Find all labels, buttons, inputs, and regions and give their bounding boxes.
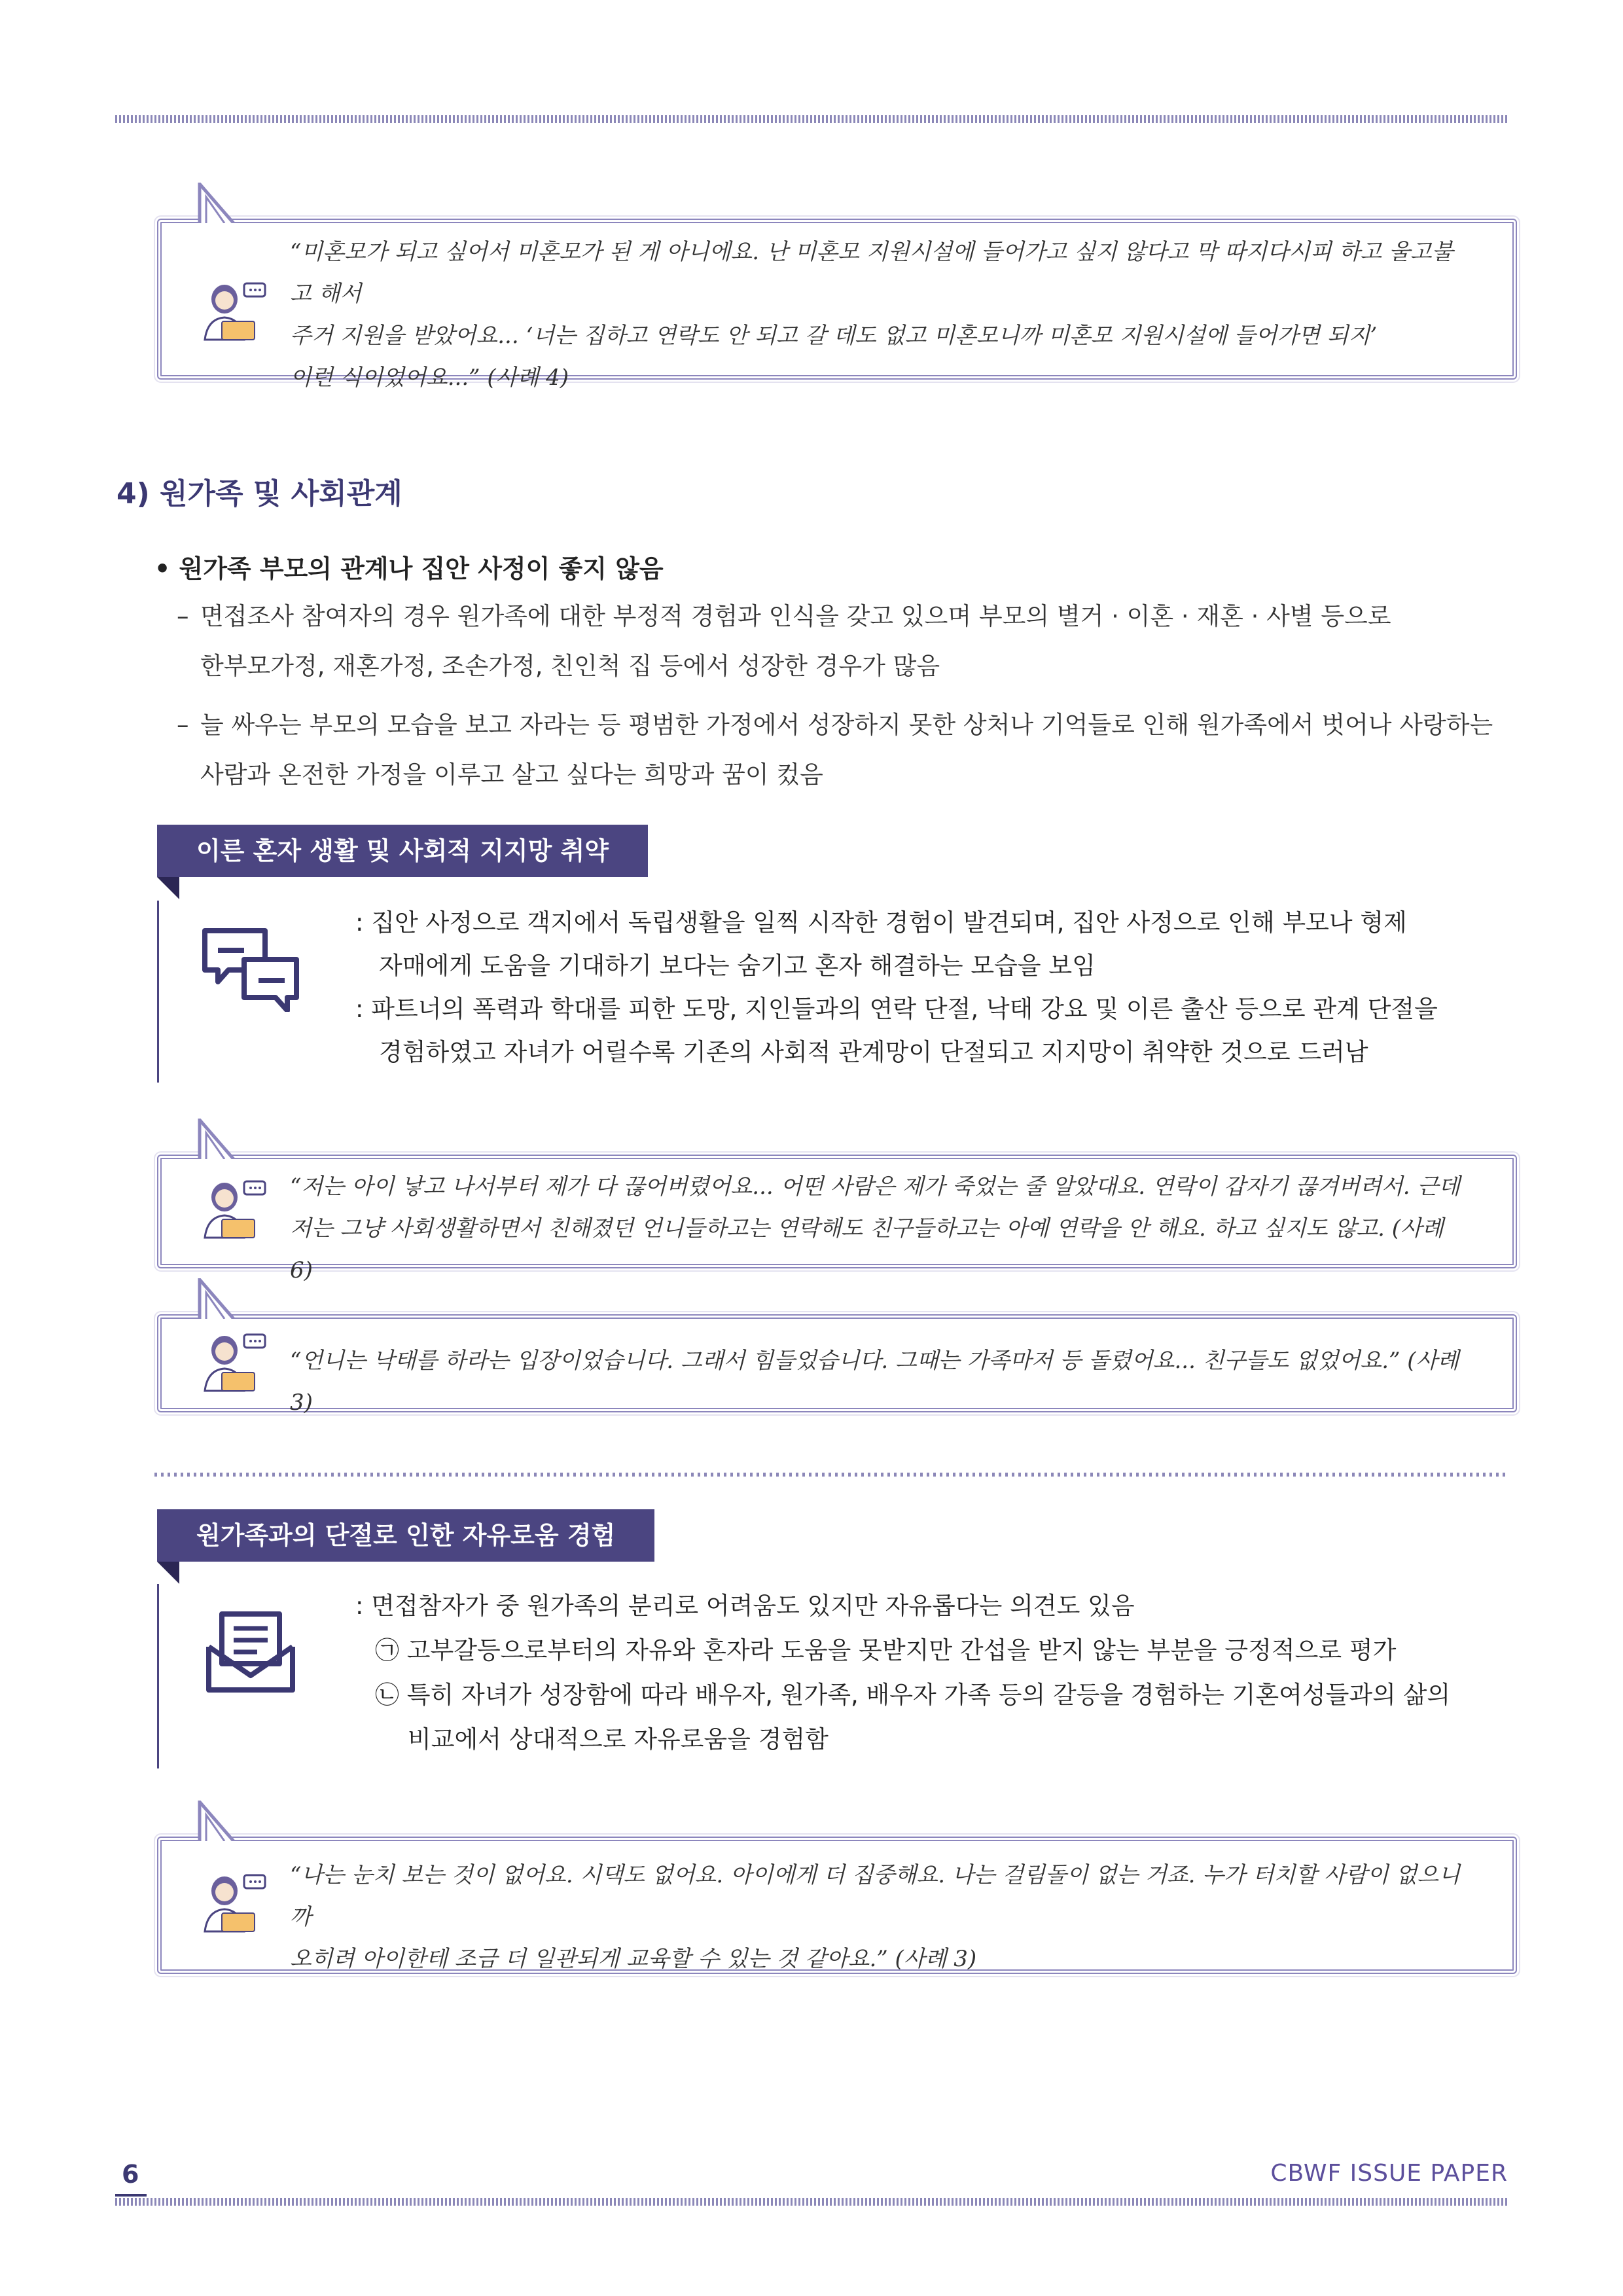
dash-item-line: 한부모가정, 재혼가정, 조손가정, 친인척 집 등에서 성장한 경우가 많음 bbox=[200, 652, 940, 680]
woman-laptop-icon bbox=[198, 279, 270, 342]
theme-line: 경험하였고 자녀가 어릴수록 기존의 사회적 관계망이 단절되고 지지망이 취약한 것으로 드러남 bbox=[379, 1038, 1368, 1066]
quote-line: 저는 그냥 사회생활하면서 친해졌던 언니들하고는 연락해도 친구들하고는 아예 연락을 안 해요. 하고 싶지도 않고. (사례 6) bbox=[290, 1215, 1444, 1283]
quote-box-case-3b bbox=[157, 1837, 1517, 1974]
quote-line: 오히려 아이한테 조금 더 일관되게 교육할 수 있는 것 같아요.” (사례 3) bbox=[290, 1946, 977, 1972]
chat-bubbles-icon bbox=[198, 920, 303, 1012]
dash-item-line: 면접조사 참여자의 경우 원가족에 대한 부정적 경험과 인식을 갖고 있으며 부모의 별거 · 이혼 · 재혼 · 사별 등으로 bbox=[200, 602, 1391, 630]
quote-line: 주거 지원을 받았어요... ‘너는 집하고 연락도 안 되고 갈 데도 없고 미혼모니까 미혼모 지원시설에 들어가면 되지’ bbox=[290, 323, 1378, 349]
woman-laptop-icon bbox=[198, 1177, 270, 1240]
theme-tab-label: 이른 혼자 생활 및 사회적 지지망 취약 bbox=[196, 836, 609, 865]
theme-line: : 집안 사정으로 객지에서 독립생활을 일찍 시작한 경험이 발견되며, 집안 사정으로 인해 부모나 형제 bbox=[355, 908, 1407, 937]
dash-mark: – bbox=[177, 711, 189, 739]
quote-line: 이런 식이었어요...” (사례 4) bbox=[290, 365, 569, 391]
quote-text bbox=[290, 1166, 1473, 1291]
theme-line: 자매에게 도움을 기대하기 보다는 숨기고 혼자 해결하는 모습을 보임 bbox=[379, 952, 1096, 980]
page-number: 6 bbox=[122, 2160, 139, 2189]
mail-envelope-icon bbox=[198, 1604, 303, 1695]
quote-line: “나는 눈치 보는 것이 없어요. 시댁도 없어요. 아이에게 더 집중해요. 나는 걸림돌이 없는 거죠. 누가 터치할 사람이 없으니까 bbox=[290, 1862, 1461, 1930]
section-title: 4) 원가족 및 사회관계 bbox=[116, 477, 402, 511]
quote-text bbox=[290, 1854, 1473, 1980]
quote-box-case-6 bbox=[157, 1155, 1517, 1283]
bottom-dotted-rule bbox=[115, 2198, 1508, 2206]
quote-box-case-3 bbox=[157, 1314, 1517, 1416]
footer-title: CBWF ISSUE PAPER bbox=[1270, 2160, 1508, 2187]
theme-tab-freedom bbox=[157, 1509, 654, 1562]
woman-laptop-icon bbox=[198, 1331, 270, 1393]
theme-line: : 면접참자가 중 원가족의 분리로 어려움도 있지만 자유롭다는 의견도 있음 bbox=[355, 1592, 1135, 1620]
dash-item-line: 늘 싸우는 부모의 모습을 보고 자라는 등 평범한 가정에서 성장하지 못한 상처나 기억들로 인해 원가족에서 벗어나 사랑하는 bbox=[200, 711, 1493, 739]
section-divider bbox=[154, 1473, 1508, 1477]
quote-line: “미혼모가 되고 싶어서 미혼모가 된 게 아니에요. 난 미혼모 지원시설에 들어가고 싶지 않다고 막 따지다시피 하고 울고불고 해서 bbox=[290, 239, 1454, 307]
dash-item bbox=[177, 592, 1512, 691]
theme-tab-social-support bbox=[157, 825, 648, 877]
theme-line: 비교에서 상대적으로 자유로움을 경험함 bbox=[408, 1725, 829, 1753]
speech-tail-icon bbox=[197, 1119, 236, 1159]
theme-tab-label: 원가족과의 단절로 인한 자유로움 경험 bbox=[196, 1521, 616, 1550]
quote-line: “언니는 낙태를 하라는 입장이었습니다. 그래서 힘들었습니다. 그때는 가족마저 등 돌렸어요... 친구들도 없었어요.” (사례 3) bbox=[290, 1348, 1459, 1416]
tab-fold bbox=[157, 877, 179, 899]
theme-line: : 파트너의 폭력과 학대를 피한 도망, 지인들과의 연락 단절, 낙태 강요 및 이른 출산 등으로 관계 단절을 bbox=[355, 995, 1438, 1023]
bullet-heading: • 원가족 부모의 관계나 집안 사정이 좋지 않음 bbox=[154, 554, 664, 583]
quote-line: “저는 아이 낳고 나서부터 제가 다 끊어버렸어요... 어떤 사람은 제가 죽었는 줄 알았대요. 연락이 갑자기 끊겨버려서. 근데 bbox=[290, 1174, 1461, 1200]
speech-tail-icon bbox=[197, 1801, 236, 1841]
dash-item-line: 사람과 온전한 가정을 이루고 살고 싶다는 희망과 꿈이 컸음 bbox=[200, 761, 823, 789]
quote-text bbox=[290, 231, 1473, 399]
quote-text bbox=[290, 1340, 1473, 1424]
tab-fold bbox=[157, 1562, 179, 1584]
speech-tail-icon bbox=[197, 1278, 236, 1319]
theme-body-freedom bbox=[157, 1584, 1514, 1768]
theme-line: ㉡ 특히 자녀가 성장함에 따라 배우자, 원가족, 배우자 가족 등의 갈등을 경험하는 기혼여성들과의 삶의 bbox=[375, 1681, 1451, 1709]
quote-box-case-4 bbox=[157, 219, 1517, 391]
dash-mark: – bbox=[177, 602, 189, 630]
woman-laptop-icon bbox=[198, 1871, 270, 1934]
theme-body-social-support bbox=[157, 901, 1514, 1083]
dash-item bbox=[177, 700, 1512, 800]
top-dotted-rule bbox=[115, 115, 1508, 123]
theme-line: ㉠ 고부갈등으로부터의 자유와 혼자라 도움을 못받지만 간섭을 받지 않는 부분을 긍정적으로 평가 bbox=[375, 1636, 1397, 1664]
speech-tail-icon bbox=[197, 183, 236, 223]
